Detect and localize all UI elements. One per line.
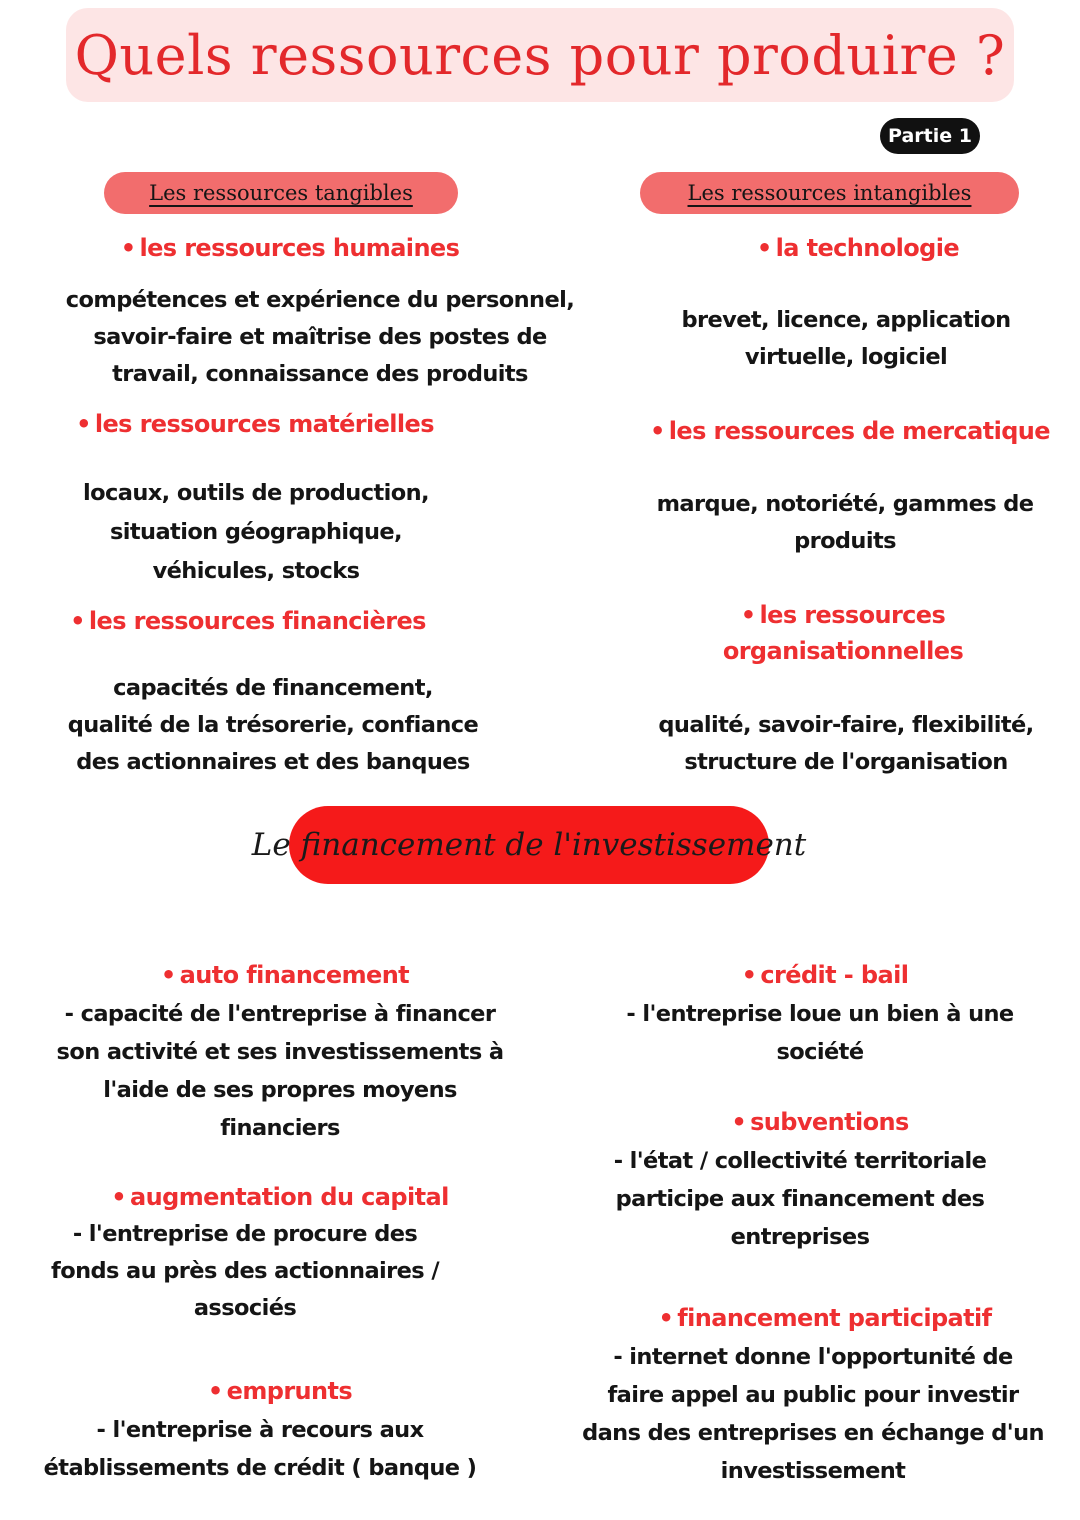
text-leasing: - l'entreprise loue un bien à une société: [626, 1001, 1014, 1065]
financing-section-banner: [251, 806, 807, 884]
heading-material-resources: • les ressources matérielles: [76, 410, 434, 438]
text-organizational-resources: qualité, savoir-faire, flexibilité, structure de l'organisation: [658, 712, 1034, 775]
text-self-financing: - capacité de l'entreprise à financer son activité et ses investissements à l'aide de ses propres moyens financiers: [56, 1001, 504, 1141]
heading-self-financing: • auto financement: [160, 961, 410, 989]
heading-technology: • la technologie: [756, 234, 960, 262]
title-banner: [66, 8, 1014, 102]
heading-loans: • emprunts: [207, 1377, 353, 1405]
heading-subsidies: • subventions: [731, 1108, 909, 1136]
part-badge: Partie 1: [880, 118, 980, 154]
heading-capital-increase: • augmentation du capital: [111, 1183, 449, 1211]
text-technology: brevet, licence, application virtuelle, logiciel: [681, 307, 1011, 370]
intangible-resources-header: [640, 172, 1019, 214]
tangible-resources-header: [104, 172, 458, 214]
financing-section-title: Le financement de l'investissement: [251, 827, 807, 863]
text-crowdfunding: - internet donne l'opportunité de faire appel au public pour investir dans des entreprises en échange d'un investissement: [582, 1344, 1044, 1484]
text-human-resources: compétences et expérience du personnel, savoir-faire et maîtrise des postes de travail, connaissance des produits: [65, 287, 575, 387]
text-material-resources: locaux, outils de production, situation géographique, véhicules, stocks: [83, 480, 429, 584]
heading-crowdfunding: • financement participatif: [658, 1304, 992, 1332]
text-capital-increase: - l'entreprise de procure des fonds au près des actionnaires / associés: [51, 1221, 439, 1321]
text-loans: - l'entreprise à recours aux établissements de crédit ( banque ): [43, 1417, 477, 1481]
text-subsidies: - l'état / collectivité territoriale participe aux financement des entreprises: [613, 1148, 987, 1250]
heading-organizational-resources: • les ressources organisationnelles: [722, 601, 964, 665]
intangible-header-label: Les ressources intangibles: [687, 181, 972, 205]
heading-financial-resources: • les ressources financières: [70, 607, 426, 635]
heading-leasing: • crédit - bail: [741, 961, 909, 989]
tangible-header-label: Les ressources tangibles: [149, 181, 413, 205]
heading-marketing-resources: • les ressources de mercatique: [650, 417, 1050, 445]
heading-human-resources: • les ressources humaines: [120, 234, 460, 262]
text-marketing-resources: marque, notoriété, gammes de produits: [656, 491, 1034, 554]
text-financial-resources: capacités de financement, qualité de la trésorerie, confiance des actionnaires et des banques: [67, 675, 479, 775]
page-title: Quels ressources pour produire ?: [74, 23, 1006, 87]
